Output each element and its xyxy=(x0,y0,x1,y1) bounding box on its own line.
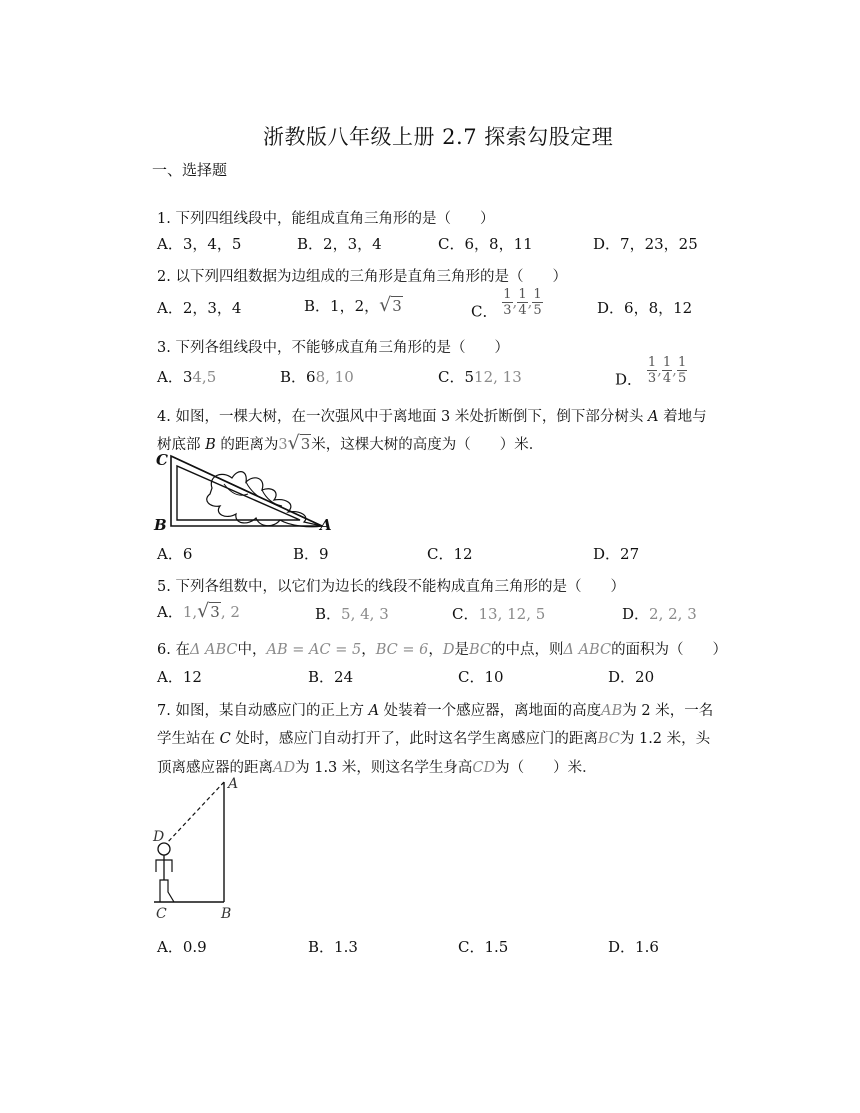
q3-option-d[interactable]: D． $\frac{1}{3}$ , $\frac{1}{4}$ , $\frac{1}{5}$ xyxy=(615,355,687,389)
sqrt-icon: √3 xyxy=(379,294,402,316)
q4-option-a[interactable]: A．6 xyxy=(157,545,193,563)
q4-sqrt-value: 3 xyxy=(300,435,311,453)
q5-option-a-label: A． xyxy=(157,603,183,621)
q7-text: 为 1.3 米，则这名学生身高 xyxy=(295,760,473,776)
q6-option-b[interactable]: B．24 xyxy=(308,668,354,686)
section-heading: 一、选择题 xyxy=(152,161,228,179)
q7-math: CD xyxy=(472,760,496,776)
var-a: A xyxy=(648,409,659,425)
q7-text: 处时，感应门自动打开了，此时这名学生离感应门的距离 xyxy=(230,731,598,747)
q3-option-c[interactable] xyxy=(438,366,522,387)
sqrt-icon: √3 xyxy=(197,600,220,622)
q7-text: 为 2 米，一名 xyxy=(622,703,714,719)
fraction xyxy=(517,288,527,317)
q5-option-b[interactable] xyxy=(315,603,389,624)
frac-num: 1 xyxy=(647,355,657,370)
q6-text: 是 xyxy=(454,642,469,658)
q5-option-b-label: B． xyxy=(315,605,342,623)
figure-label-b: B xyxy=(154,516,167,534)
q4-text: 4. 如图，一棵大树，在一次强风中于离地面 3 米处折断倒下，倒下部分树头 xyxy=(157,409,648,425)
q5-option-d-label: D． xyxy=(622,605,650,623)
q7-text: 处装着一个感应器，离地面的高度 xyxy=(379,703,602,719)
q2-option-b[interactable] xyxy=(304,294,403,316)
figure-label-c: C xyxy=(156,906,167,922)
q1-option-c[interactable]: C．6，8，11 xyxy=(438,235,533,253)
q7-text: 顶离感应器的距离 xyxy=(157,760,273,776)
q5-option-a-values: , 2 xyxy=(220,603,240,621)
figure-label-a: A xyxy=(320,516,332,534)
q7-math: BC xyxy=(597,731,620,747)
frac-num: 1 xyxy=(533,287,542,302)
question-1-text: 1. 下列四组线段中，能组成直角三角形的是（ ） xyxy=(157,211,495,227)
q3-option-c-label: C．5 xyxy=(438,368,475,386)
q7-math: AB xyxy=(601,703,623,719)
q2-option-a[interactable]: A．2，3，4 xyxy=(157,299,242,317)
fraction xyxy=(502,288,512,317)
figure-label-a: A xyxy=(228,776,239,792)
q6-text: ， xyxy=(428,642,443,658)
sqrt-icon: √3 xyxy=(287,432,311,454)
q2-option-b-label: B． xyxy=(304,297,331,315)
q5-option-d-values: 2, 2, 3 xyxy=(649,605,697,623)
frac-num: 1 xyxy=(662,355,672,370)
var-b: B xyxy=(205,437,216,453)
q5-option-a[interactable] xyxy=(157,600,240,622)
q7-text: 为（ ）米． xyxy=(495,760,597,776)
q3-option-b[interactable] xyxy=(280,366,354,387)
fraction xyxy=(662,356,672,385)
q7-text: 为 1.2 米，头 xyxy=(619,731,711,747)
q1-option-d[interactable]: D．7，23，25 xyxy=(593,235,698,253)
q4-text: 着地与 xyxy=(658,409,707,425)
q7-math: AD xyxy=(273,760,296,776)
question-3-text: 3. 下列各组线段中，不能够成直角三角形的是（ ） xyxy=(157,340,509,356)
frac-den: 4 xyxy=(662,371,672,386)
q4-option-b[interactable]: B．9 xyxy=(293,545,329,563)
q3-option-b-label: B．6 xyxy=(280,368,316,386)
figure-label-d: D xyxy=(153,829,165,845)
frac-num: 1 xyxy=(677,355,687,370)
auto-door-figure xyxy=(148,772,258,924)
q6-text: 中， xyxy=(237,642,267,658)
q5-option-c-values: 13, 12, 5 xyxy=(478,605,546,623)
q5-option-c[interactable] xyxy=(452,603,545,624)
question-2-text: 2. 以下列四组数据为边组成的三角形是直角三角形的是（ ） xyxy=(157,269,567,285)
q5-sqrt-value: 3 xyxy=(210,603,220,621)
q2-option-c[interactable]: C． $\frac{1}{3}$ , $\frac{1}{4}$ , $\frac{1}{5}$ xyxy=(471,287,542,321)
frac-den: 3 xyxy=(503,303,512,318)
q6-option-a[interactable]: A．12 xyxy=(157,668,202,686)
frac-den: 3 xyxy=(647,371,657,386)
q6-text: ， xyxy=(361,642,376,658)
q5-option-d[interactable] xyxy=(622,603,697,624)
q1-option-b[interactable]: B．2，3，4 xyxy=(297,235,382,253)
q3-option-a[interactable] xyxy=(157,366,216,387)
q7-option-a[interactable]: A．0.9 xyxy=(157,938,207,956)
q6-math: Δ ABC xyxy=(189,642,238,658)
q5-option-b-values: 5, 4, 3 xyxy=(341,605,389,623)
question-5-text: 5. 下列各组数中，以它们为边长的线段不能构成直角三角形的是（ ） xyxy=(157,579,625,595)
q6-math: BC xyxy=(468,642,491,658)
q4-text: 米，这棵大树的高度为（ ）米． xyxy=(311,437,544,453)
figure-label-b: B xyxy=(221,906,232,922)
q2-option-d[interactable]: D．6，8，12 xyxy=(597,299,693,317)
q4-text: 树底部 xyxy=(157,437,206,453)
question-7-line-2 xyxy=(157,727,710,748)
var-a: A xyxy=(368,703,380,719)
q3-option-c-values: 12, 13 xyxy=(474,368,522,386)
q7-text: 学生站在 xyxy=(157,731,220,747)
q7-option-c[interactable]: C．1.5 xyxy=(458,938,509,956)
q3-option-a-label: A．3 xyxy=(157,368,193,386)
q2-option-c-label: C． xyxy=(471,302,498,321)
frac-den: 5 xyxy=(533,303,542,318)
figure-label-c: C xyxy=(156,451,168,469)
frac-num: 1 xyxy=(518,287,527,302)
q6-math: Δ ABC xyxy=(563,642,612,658)
q6-math: AB = AC = 5 xyxy=(266,642,362,658)
var-c: C xyxy=(219,731,231,747)
q6-text: 6. 在 xyxy=(157,642,190,658)
q6-option-d[interactable]: D．20 xyxy=(608,668,655,686)
frac-num: 1 xyxy=(503,287,512,302)
q3-option-a-values: 4,5 xyxy=(192,368,217,386)
q3-option-d-label: D． xyxy=(615,370,643,389)
q7-option-d[interactable]: D．1.6 xyxy=(608,938,659,956)
fraction xyxy=(677,356,687,385)
page-title: 浙教版八年级上册 2.7 探索勾股定理 xyxy=(263,125,614,149)
q6-text: 的面积为（ ） xyxy=(611,642,728,658)
q6-math: BC = 6 xyxy=(375,642,429,658)
fraction xyxy=(532,288,542,317)
q6-option-c[interactable]: C．10 xyxy=(458,668,504,686)
q4-option-d[interactable]: D．27 xyxy=(593,545,640,563)
frac-den: 4 xyxy=(518,303,527,318)
frac-den: 5 xyxy=(677,371,687,386)
question-4-line-1 xyxy=(157,405,707,426)
q7-option-b[interactable]: B．1.3 xyxy=(308,938,358,956)
fraction xyxy=(647,356,657,385)
q1-option-a[interactable]: A．3，4，5 xyxy=(157,235,242,253)
q2-sqrt-value: 3 xyxy=(392,297,402,315)
question-6-text xyxy=(157,638,727,659)
q3-option-b-values: 8, 10 xyxy=(315,368,354,386)
q4-text: 的距离为 xyxy=(215,437,279,453)
q6-text: 的中点，则 xyxy=(490,642,564,658)
question-7-line-1 xyxy=(157,699,713,720)
q4-coef: 3 xyxy=(278,437,288,453)
q2-option-b-values: 1，2， xyxy=(330,297,380,315)
broken-tree-figure xyxy=(150,448,340,534)
q5-option-a-values: 1, xyxy=(182,603,198,621)
q4-option-c[interactable]: C．12 xyxy=(427,545,473,563)
q6-math: D xyxy=(442,642,455,658)
q7-text: 7. 如图，某自动感应门的正上方 xyxy=(157,703,369,719)
q5-option-c-label: C． xyxy=(452,605,479,623)
